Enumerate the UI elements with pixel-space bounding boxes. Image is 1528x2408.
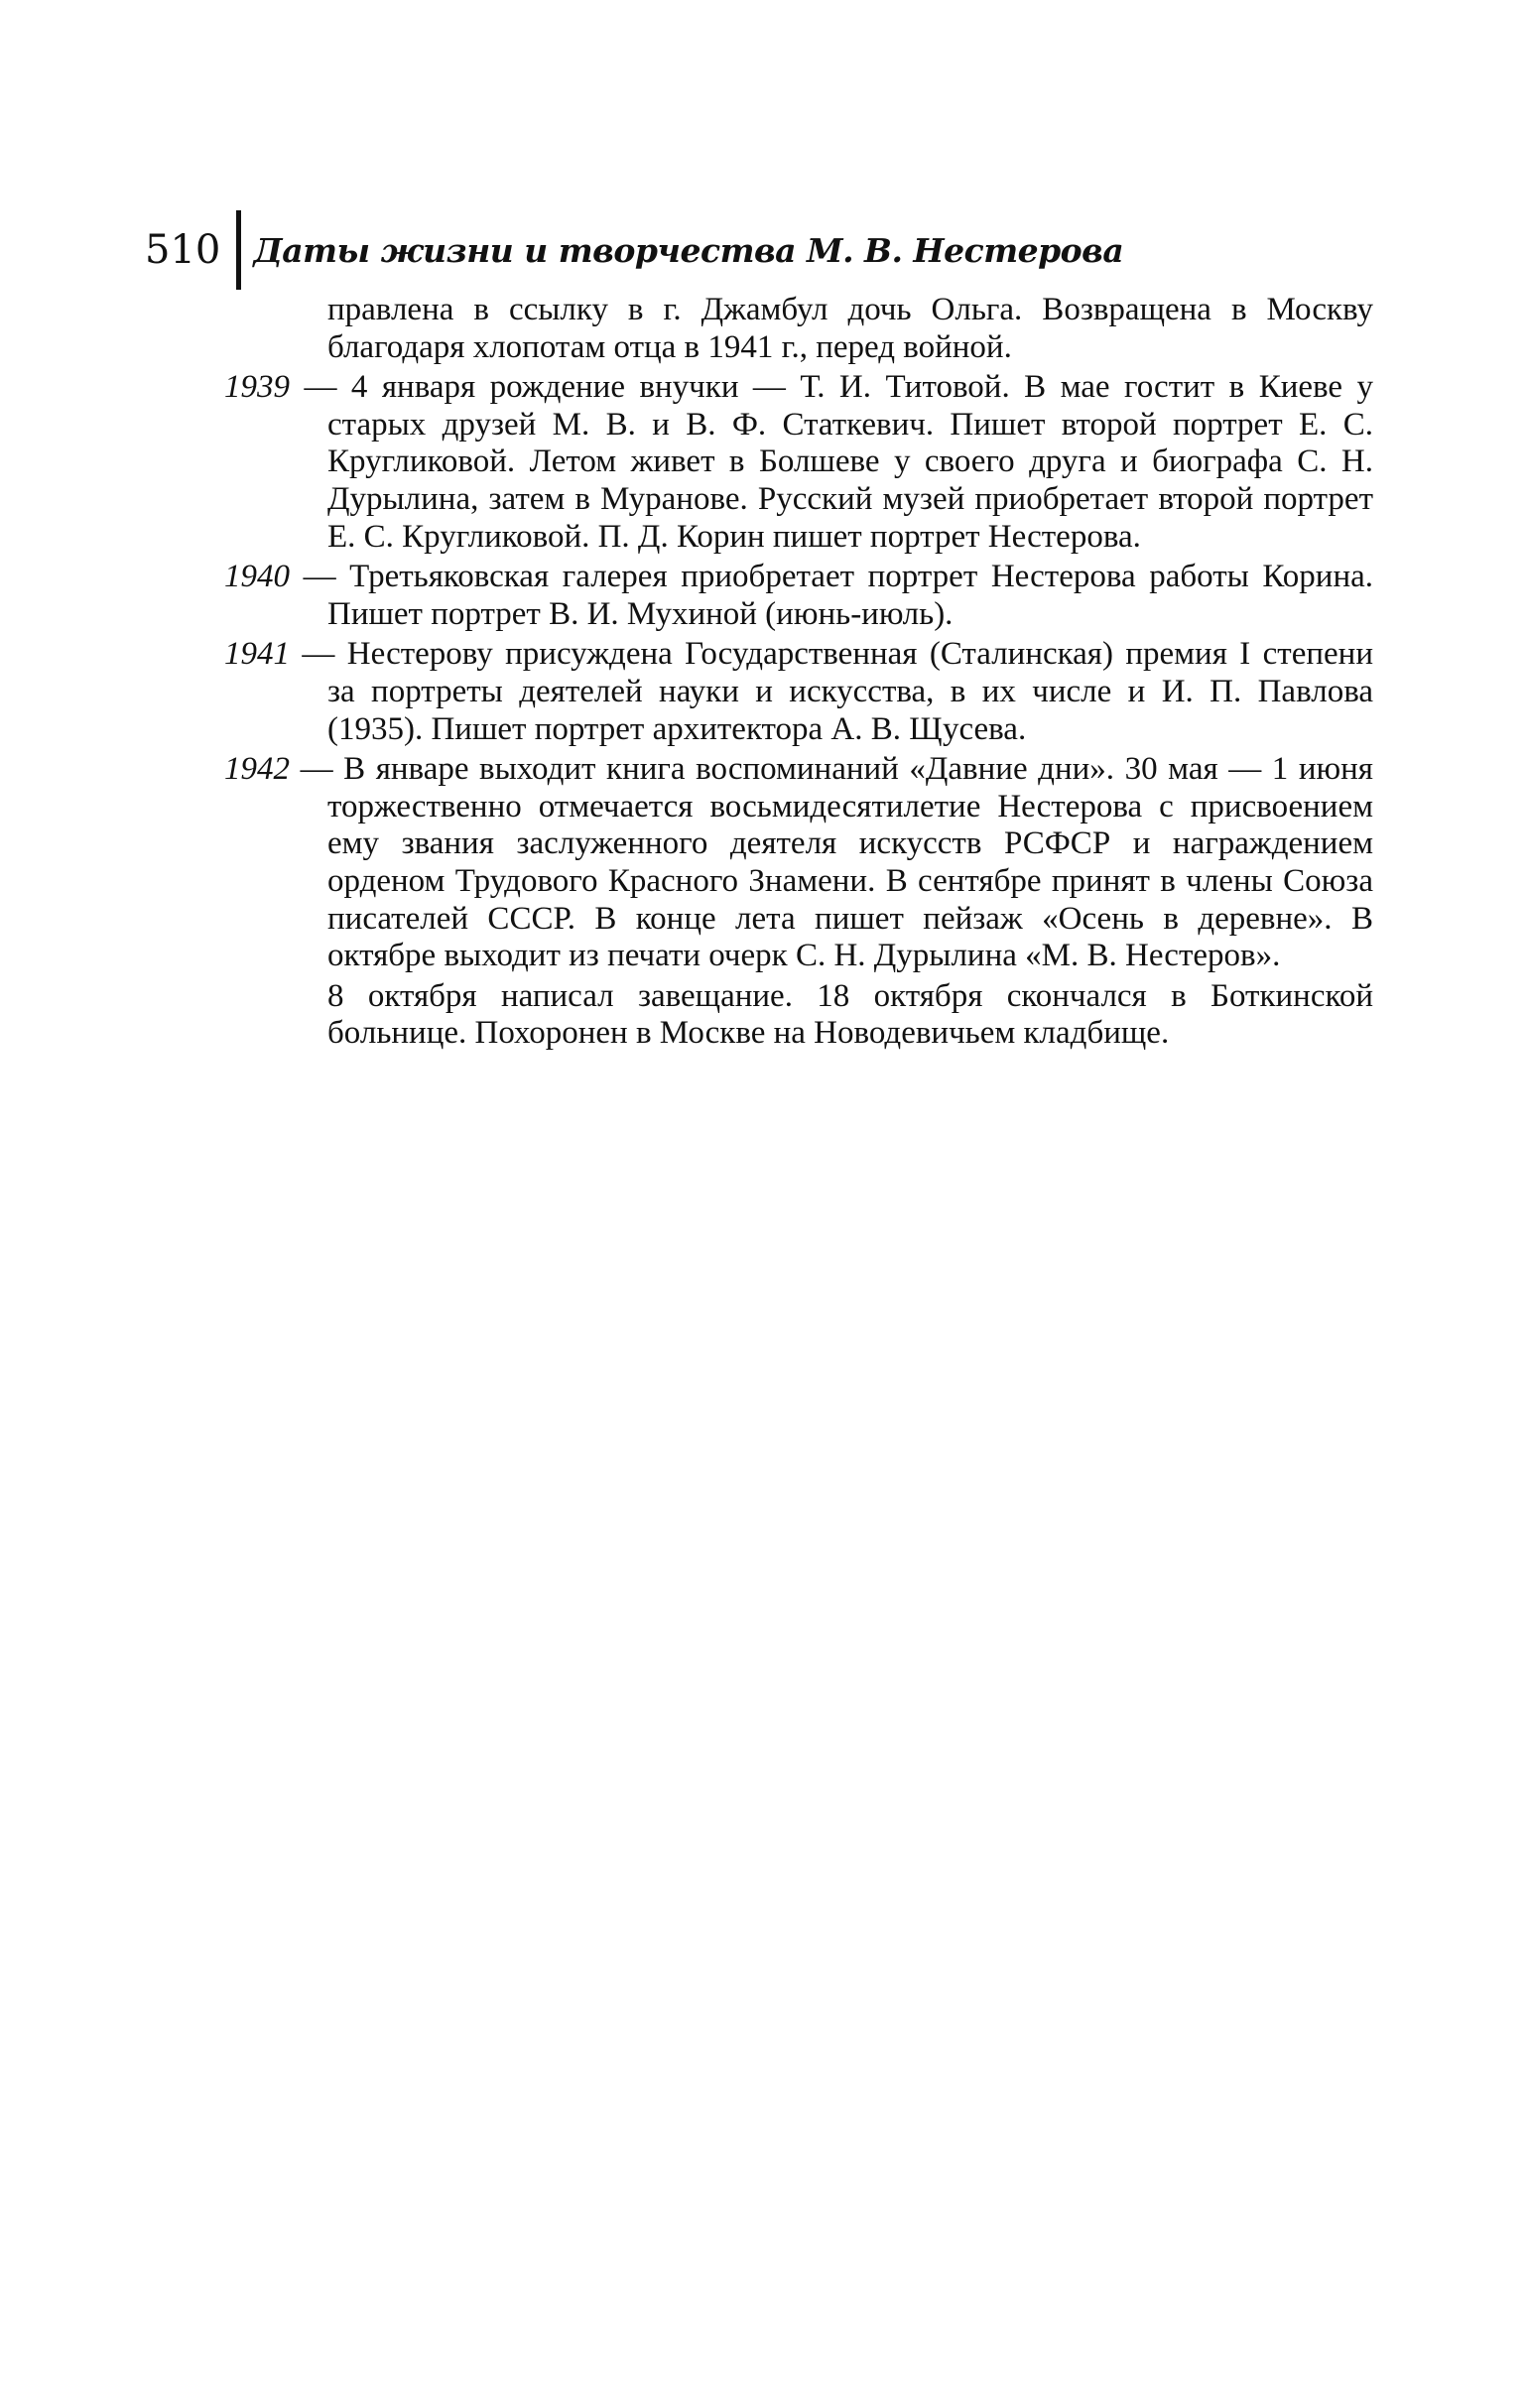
- entry-year: 1942: [224, 751, 290, 788]
- chronology-text: [224, 292, 1373, 1056]
- entry-text: 8 октября написал завещание. 18 октября скончался в Боткинской больнице. Похоронен в Москве на Новодевичьем кладбище.: [327, 977, 1373, 1052]
- entry-year: 1941: [224, 636, 290, 673]
- entry-year: 1939: [224, 369, 290, 406]
- entry-text: правлена в ссылку в г. Джамбул дочь Ольга. Возвращена в Москву благодаря хлопотам отца в 1941 г., перед войной.: [327, 292, 1373, 365]
- header-divider: [236, 210, 241, 290]
- entry-text: — В январе выходит книга воспоминаний «Давние дни». 30 мая — 1 июня торжественно отмечается восьмидесятилетие Нестерова с присвоением ему звания заслуженного деятеля искусств РСФСР и награждением орденом Трудового Красного Знамени. В сентябре принят в члены Союза писателей СССР. В конце лета пишет пейзаж «Осень в деревне». В октябре выходит из печати очерк С. Н. Дурылина «М. В. Нестеров».: [290, 751, 1373, 974]
- page-number: 510: [145, 227, 221, 273]
- chronology-entry-1940: [224, 559, 1373, 633]
- chronology-entry-1942: [224, 751, 1373, 975]
- entry-year: 1940: [224, 559, 290, 595]
- running-title: Даты жизни и творчества М. В. Нестерова: [253, 230, 1124, 270]
- chronology-entry-continuation: [224, 292, 1373, 366]
- chronology-entry-final: [224, 978, 1373, 1053]
- entry-text: — 4 января рождение внучки — Т. И. Титовой. В мае гостит в Киеве у старых друзей М. В. и В. Ф. Статкевич. Пишет второй портрет Е. С. Кругликовой. Летом живет в Болшеве у своего друга и биографа С. Н. Дурылина, затем в Муранове. Русский музей приобретает второй портрет Е. С. Кругликовой. П. Д. Корин пишет портрет Нестерова.: [290, 369, 1373, 555]
- entry-text: — Нестерову присуждена Государственная (Сталинская) премия I степени за портреты деятелей науки и искусства, в их числе и И. П. Павлова (1935). Пишет портрет архитектора А. В. Щусева.: [290, 636, 1373, 747]
- entry-text: — Третьяковская галерея приобретает портрет Нестерова работы Корина. Пишет портрет В. И. Мухиной (июнь-июль).: [290, 559, 1373, 632]
- chronology-entry-1939: [224, 369, 1373, 556]
- running-header: [145, 210, 1123, 290]
- chronology-entry-1941: [224, 636, 1373, 748]
